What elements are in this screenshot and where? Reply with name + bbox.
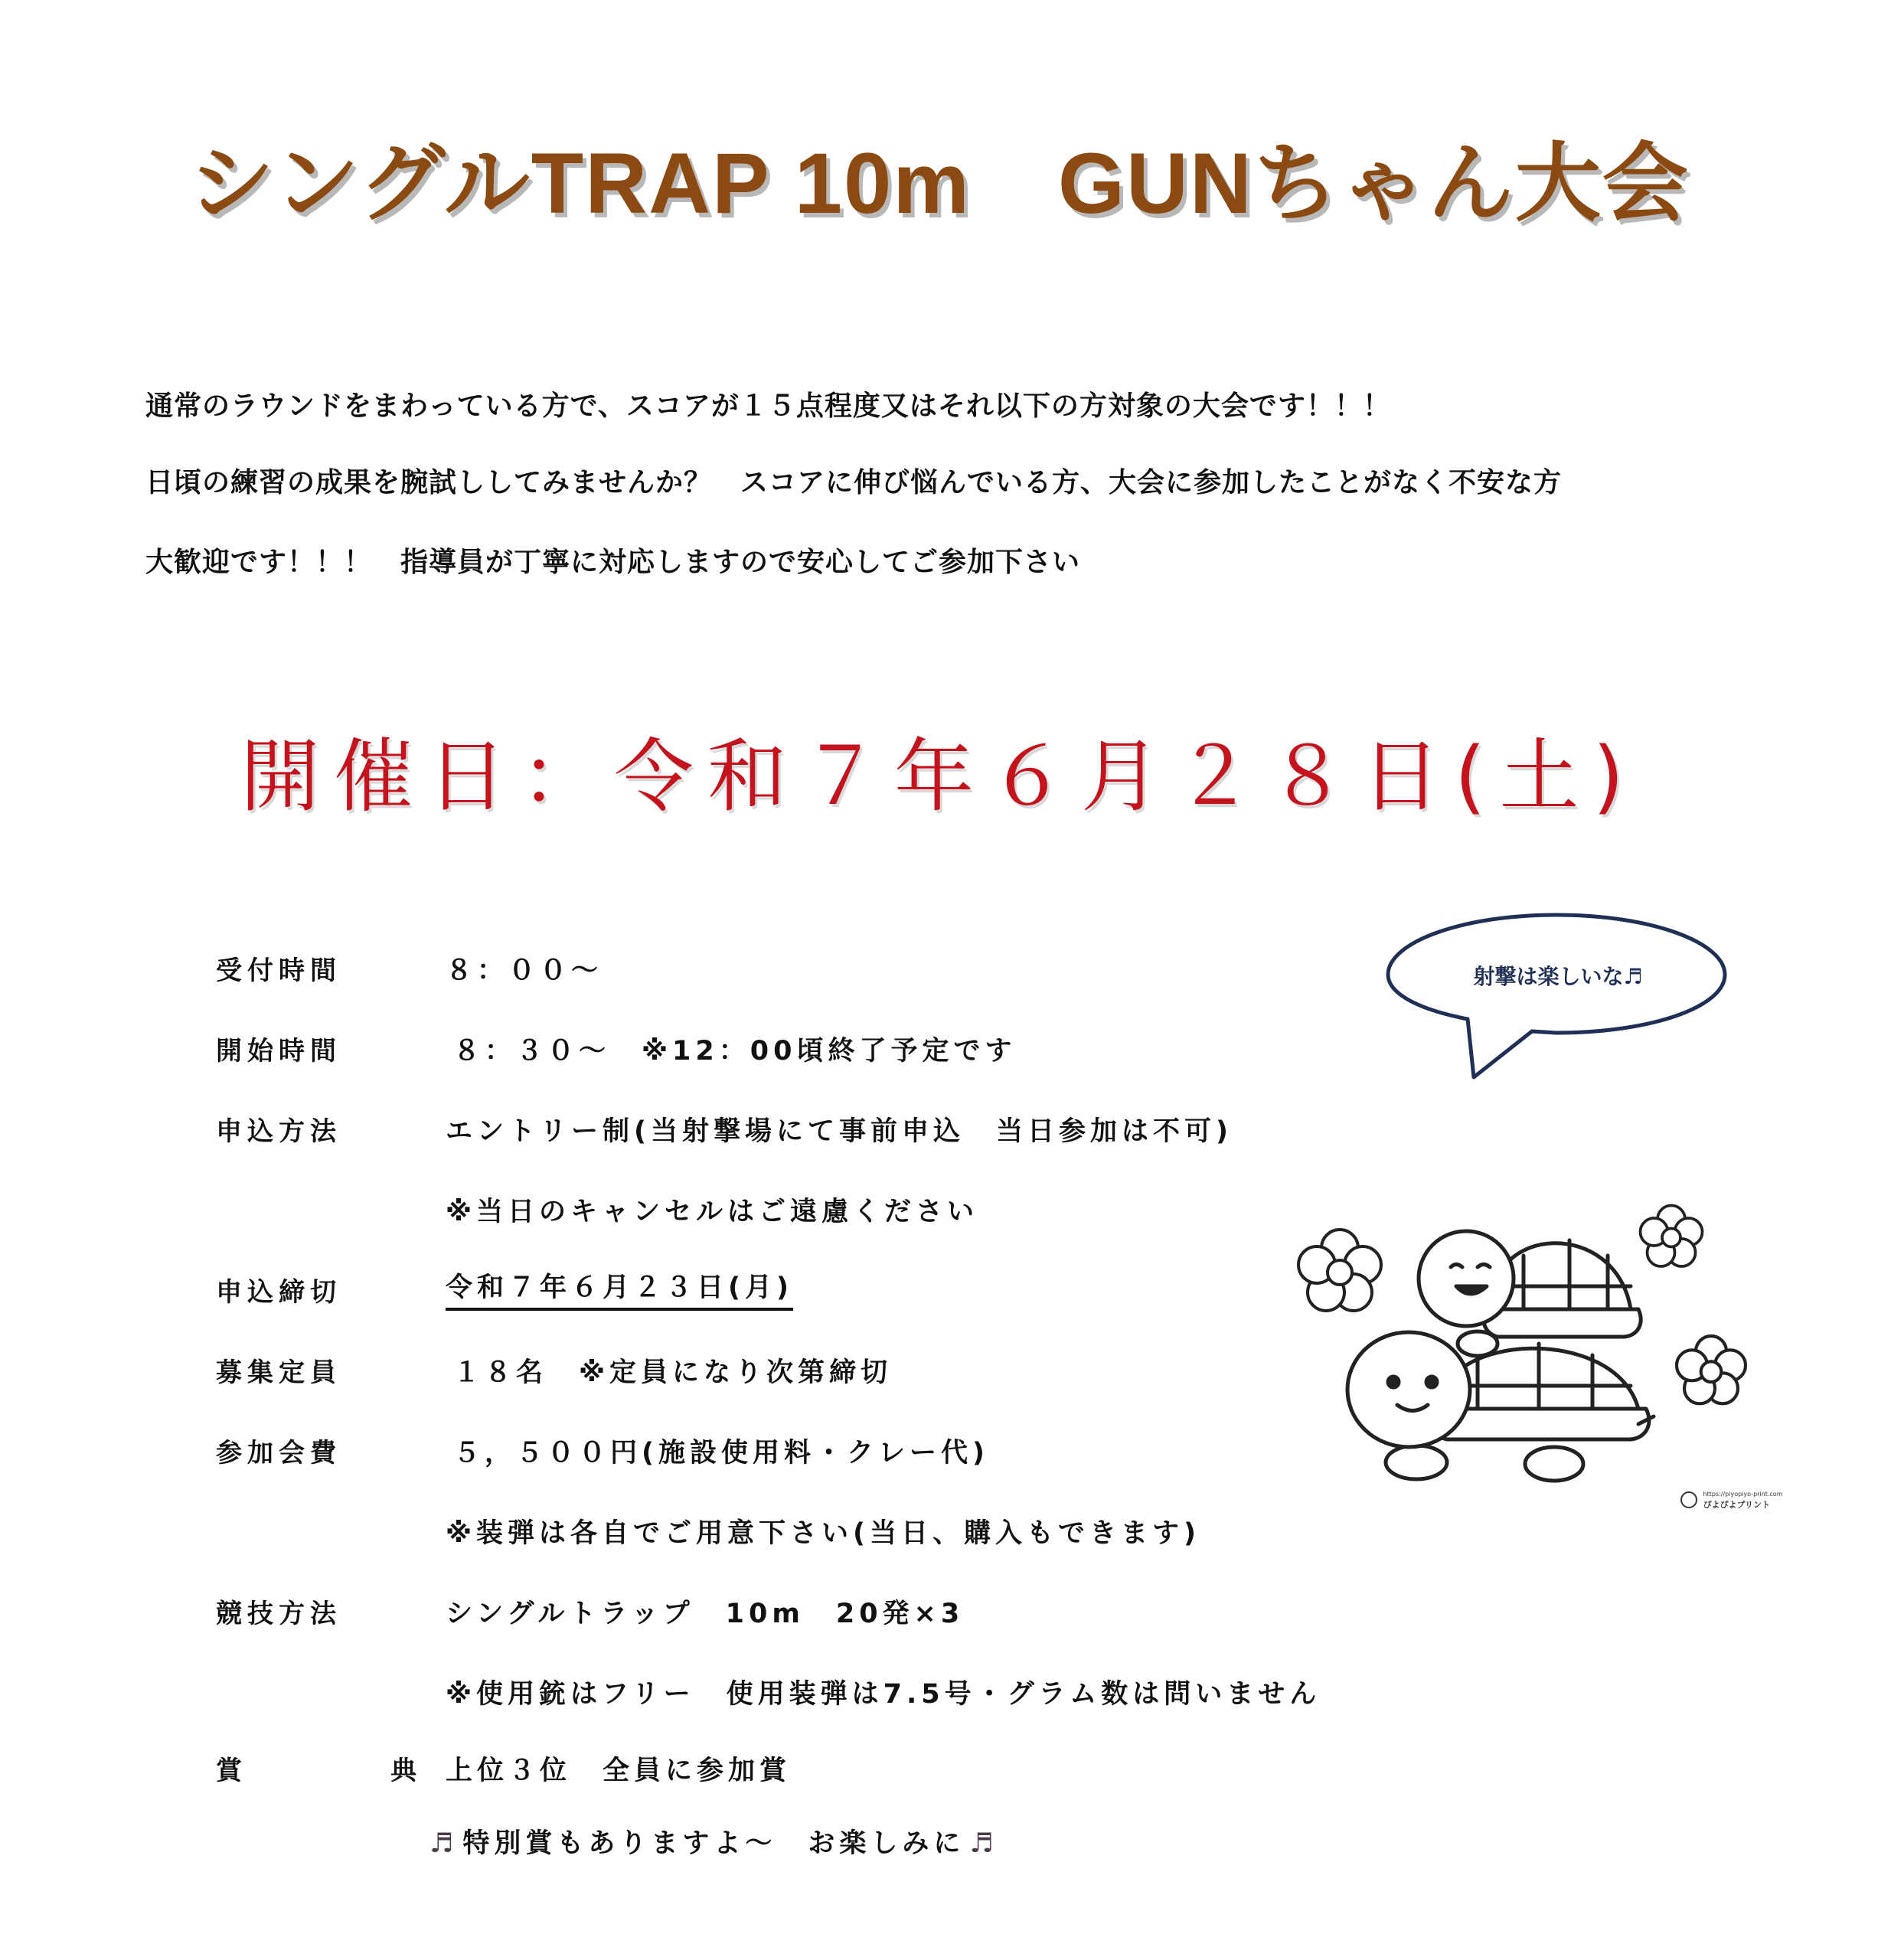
deadline-value: 令和７年６月２３日(月): [446, 1266, 793, 1311]
prize-label: 賞 典: [216, 1756, 478, 1786]
credit-logo-icon: [1680, 1491, 1697, 1508]
reception-label: 受付時間: [216, 956, 341, 986]
capacity-label: 募集定員: [216, 1357, 341, 1388]
speech-bubble-text: 射撃は楽しいな♬: [1473, 964, 1643, 989]
footer-note: [425, 1822, 1003, 1860]
footer-note-text: 特別賞もありますよ～ お楽しみに: [462, 1828, 965, 1859]
format-value: シングルトラップ 10m 20発×3: [446, 1599, 965, 1629]
apply-method-note: ※当日のキャンセルはご遠慮ください: [446, 1197, 979, 1227]
illustration-credit: [1680, 1489, 1783, 1511]
credit-url: https://piyopiyo-print.com: [1703, 1491, 1783, 1498]
format-label: 競技方法: [216, 1599, 341, 1629]
deadline-label: 申込締切: [216, 1277, 341, 1308]
prize-value: 上位３位 全員に参加賞: [446, 1756, 792, 1786]
event-title: シングルTRAP 10m GUNちゃん大会: [188, 136, 1690, 231]
reception-value: ８：００～: [446, 956, 603, 986]
apply-method-value: エントリー制(当射撃場にて事前申込 当日参加は不可): [446, 1116, 1233, 1147]
capacity-value: １８名 ※定員になり次第締切: [453, 1357, 893, 1388]
speech-bubble: [1382, 907, 1742, 1083]
intro-line-1: 通常のラウンドをまわっている方で、スコアが１５点程度又はそれ以下の方対象の大会です！！！: [145, 390, 1391, 422]
apply-method-label: 申込方法: [216, 1116, 341, 1147]
credit-brand: ぴよぴよプリント: [1703, 1500, 1771, 1510]
fee-note: ※装弾は各自でご用意下さい(当日、購入もできます): [446, 1518, 1201, 1549]
fee-value: ５，５００円(施設使用料・クレー代): [453, 1438, 989, 1468]
start-label: 開始時間: [216, 1036, 341, 1067]
music-note-icon: ♬: [429, 1828, 459, 1859]
format-note: ※使用銃はフリー 使用装弾は7.5号・グラム数は問いません: [446, 1679, 1321, 1710]
intro-line-2: 日頃の練習の成果を腕試ししてみませんか？ スコアに伸び悩んでいる方、大会に参加したことがなく不安な方: [145, 467, 1563, 498]
intro-line-3: 大歓迎です！！！ 指導員が丁寧に対応しますので安心してご参加下さい: [145, 547, 1081, 578]
turtles-illustration: [1324, 1194, 1661, 1501]
flower-icon: [1673, 1332, 1749, 1409]
event-date: 開催日：令和７年６月２８日(土): [240, 730, 1638, 823]
music-note-icon: ♬: [969, 1828, 998, 1859]
start-value: ８：３０～ ※12：00頃終了予定です: [453, 1036, 1017, 1067]
fee-label: 参加会費: [216, 1438, 341, 1468]
